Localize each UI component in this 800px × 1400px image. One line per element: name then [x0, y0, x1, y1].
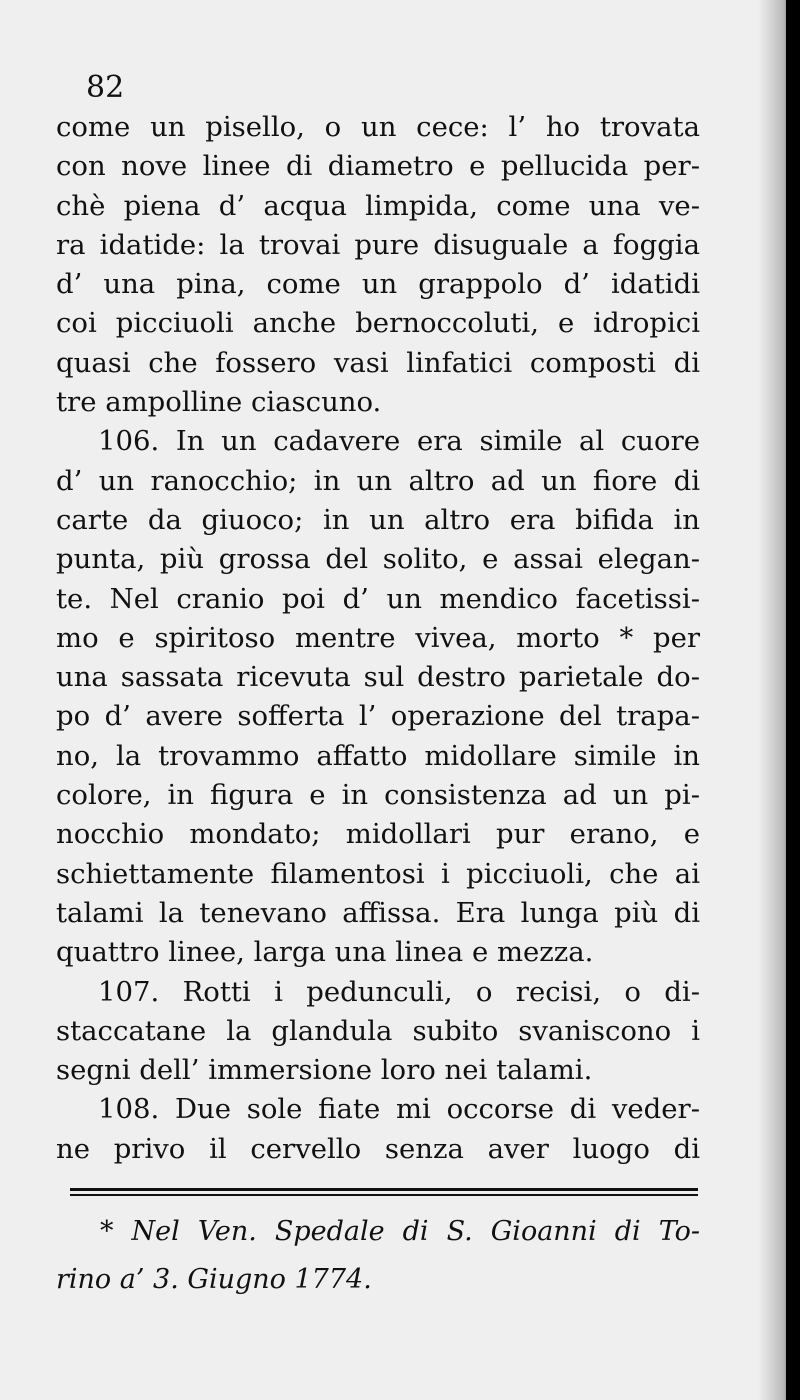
text-line: 108. Due sole fiate mi occorse di veder- — [98, 1093, 700, 1126]
text-line: po d’ avere sofferta l’ operazione del trapa- — [56, 700, 700, 733]
text-line: coi picciuoli anche bernoccoluti, e idropici — [56, 307, 700, 340]
footnote-line: rino a’ 3. Giugno 1774. — [56, 1264, 372, 1295]
text-line: segni dell’ immersione loro nei talami. — [56, 1054, 593, 1087]
footnote-rule — [70, 1188, 698, 1196]
text-line: d’ una pina, come un grappolo d’ idatidi — [56, 268, 700, 301]
text-line: 106. In un cadavere era simile al cuore — [98, 425, 700, 458]
text-line: 107. Rotti i pedunculi, o recisi, o di- — [98, 975, 700, 1008]
footnote-line: * Nel Ven. Spedale di S. Gioanni di To- — [100, 1216, 700, 1247]
text-line: quasi che fossero vasi linfatici composti di — [56, 346, 700, 379]
page-edge-shadow — [758, 0, 786, 1400]
text-line: te. Nel cranio poi d’ un mendico facetissi- — [56, 582, 700, 615]
text-line: colore, in figura e in consistenza ad un pi- — [56, 779, 700, 812]
text-line: staccatane la glandula subito svaniscono i — [56, 1014, 700, 1047]
text-line: ra idatide: la trovai pure disuguale a foggia — [56, 228, 700, 261]
text-line: d’ un ranocchio; in un altro ad un fiore di — [56, 464, 700, 497]
text-line: talami la tenevano affissa. Era lunga più di — [56, 896, 700, 929]
text-line: schiettamente filamentosi i picciuoli, che ai — [56, 857, 700, 890]
text-line: chè piena d’ acqua limpida, come una ve- — [56, 189, 700, 222]
text-line: no, la trovammo affatto midollare simile in — [56, 739, 700, 772]
footnote — [56, 1208, 700, 1304]
text-line: punta, più grossa del solito, e assai elegan- — [56, 543, 700, 576]
page-number: 82 — [86, 70, 125, 105]
text-line: tre ampolline ciascuno. — [56, 386, 382, 419]
text-line: con nove linee di diametro e pellucida per- — [56, 150, 700, 183]
body-text — [56, 108, 700, 1169]
text-line: carte da giuoco; in un altro era bifida in — [56, 503, 700, 536]
text-line: nocchio mondato; midollari pur erano, e — [56, 818, 700, 851]
text-line: ne privo il cervello senza aver luogo di — [56, 1132, 700, 1165]
text-line: quattro linee, larga una linea e mezza. — [56, 936, 594, 969]
text-line: come un pisello, o un cece: l’ ho trovata — [56, 111, 700, 143]
text-line: una sassata ricevuta sul destro parietale do- — [56, 661, 700, 694]
text-line: mo e spiritoso mentre vivea, morto * per — [56, 621, 700, 654]
